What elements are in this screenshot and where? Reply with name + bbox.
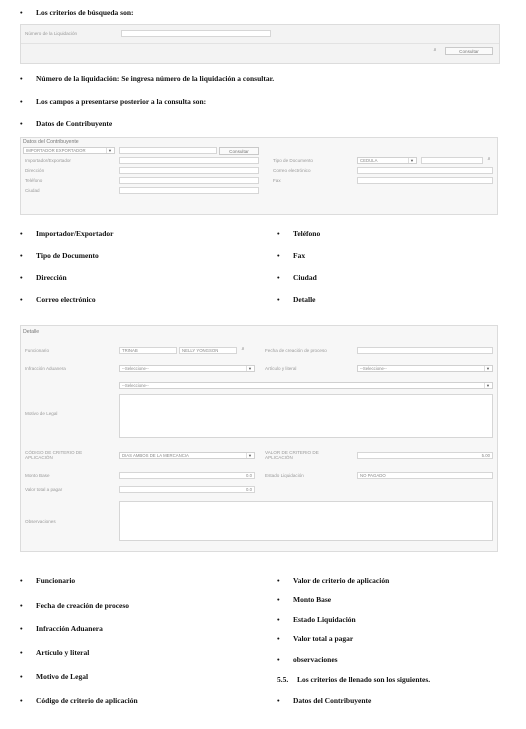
email-label: Correo electrónico (273, 168, 311, 173)
contributor-id-input[interactable] (119, 147, 217, 154)
total-amount-input[interactable]: 0.0 (119, 486, 255, 493)
importer-input[interactable] (119, 157, 259, 164)
legal-reason-label: Motivo de Legal (25, 411, 58, 416)
address-input[interactable] (119, 167, 259, 174)
criteria-value-input[interactable]: 5.00 (357, 452, 493, 459)
criteria-value-label: VALOR DE CRITERIO DE APLICACIÓN (265, 450, 319, 460)
liquidation-status-label: Estado Liquidación (265, 473, 304, 478)
search-icon[interactable]: ⌕ (241, 346, 245, 352)
legal-select[interactable]: --Seleccione-- ▼ (119, 382, 493, 389)
doc-type-label: Tipo de Documento (273, 158, 313, 163)
article-select[interactable]: --Seleccione-- ▼ (357, 365, 493, 372)
chevron-down-icon: ▼ (246, 453, 253, 458)
address-label: Dirección (25, 168, 45, 173)
observations-label: Observaciones (25, 519, 56, 524)
search-panel (20, 24, 500, 64)
creation-date-input[interactable] (357, 347, 493, 354)
city-input[interactable] (119, 187, 259, 194)
base-amount-input[interactable]: 0.0 (119, 472, 255, 479)
officer-name-input[interactable]: NELLY YONGSON (179, 347, 237, 354)
liquidation-number-label: Número de la Liquidación (25, 31, 78, 36)
base-amount-label: Monto Base (25, 473, 50, 478)
chevron-down-icon: ▼ (484, 366, 491, 371)
city-label: Ciudad (25, 188, 40, 193)
detail-panel-title: Detalle (23, 329, 40, 335)
liquidation-number-input[interactable] (121, 30, 271, 37)
liquidation-status-input[interactable]: NO PAGADO (357, 472, 493, 479)
doc-type-select[interactable]: CEDULA ▼ (357, 157, 417, 164)
consult-icon[interactable]: ⌕ (433, 47, 437, 53)
contributor-consult-button[interactable]: Consultar (219, 147, 259, 155)
total-amount-label: Valor total a pagar (25, 487, 63, 492)
chevron-down-icon: ▼ (246, 366, 253, 371)
fax-input[interactable] (357, 177, 493, 184)
phone-input[interactable] (119, 177, 259, 184)
importer-label: Importador/Exportador (25, 158, 71, 163)
email-input[interactable] (357, 167, 493, 174)
criteria-code-select[interactable]: DIAS AMBOS DE LA MERCANCIA ▼ (119, 452, 255, 459)
search-icon[interactable]: ⌕ (487, 156, 491, 162)
consult-button[interactable]: Consultar (445, 47, 493, 55)
observations-textarea[interactable] (119, 501, 493, 541)
contributor-panel (20, 137, 498, 215)
doc-number-input[interactable] (421, 157, 483, 164)
chevron-down-icon: ▼ (408, 158, 415, 163)
customs-infraction-label: Infracción Aduanera (25, 366, 66, 371)
phone-label: Teléfono (25, 178, 43, 183)
officer-label: Funcionario (25, 348, 50, 353)
detail-panel (20, 325, 498, 552)
criteria-code-label: CÓDIGO DE CRITERIO DE APLICACIÓN (25, 450, 83, 460)
customs-infraction-select[interactable]: --Seleccione-- ▼ (119, 365, 255, 372)
search-divider (21, 43, 499, 44)
creation-date-label: Fecha de creación de proceso (265, 348, 327, 353)
fax-label: Fax (273, 178, 281, 183)
article-label: Artículo y literal (265, 366, 297, 371)
legal-reason-textarea[interactable] (119, 394, 493, 438)
chevron-down-icon: ▼ (484, 383, 491, 388)
contributor-panel-title: Datos del Contribuyente (23, 139, 79, 145)
officer-code-input[interactable]: TRINAB (119, 347, 177, 354)
contributor-type-select[interactable]: IMPORTADOR EXPORTADOR ▼ (23, 147, 115, 154)
chevron-down-icon: ▼ (106, 148, 113, 153)
